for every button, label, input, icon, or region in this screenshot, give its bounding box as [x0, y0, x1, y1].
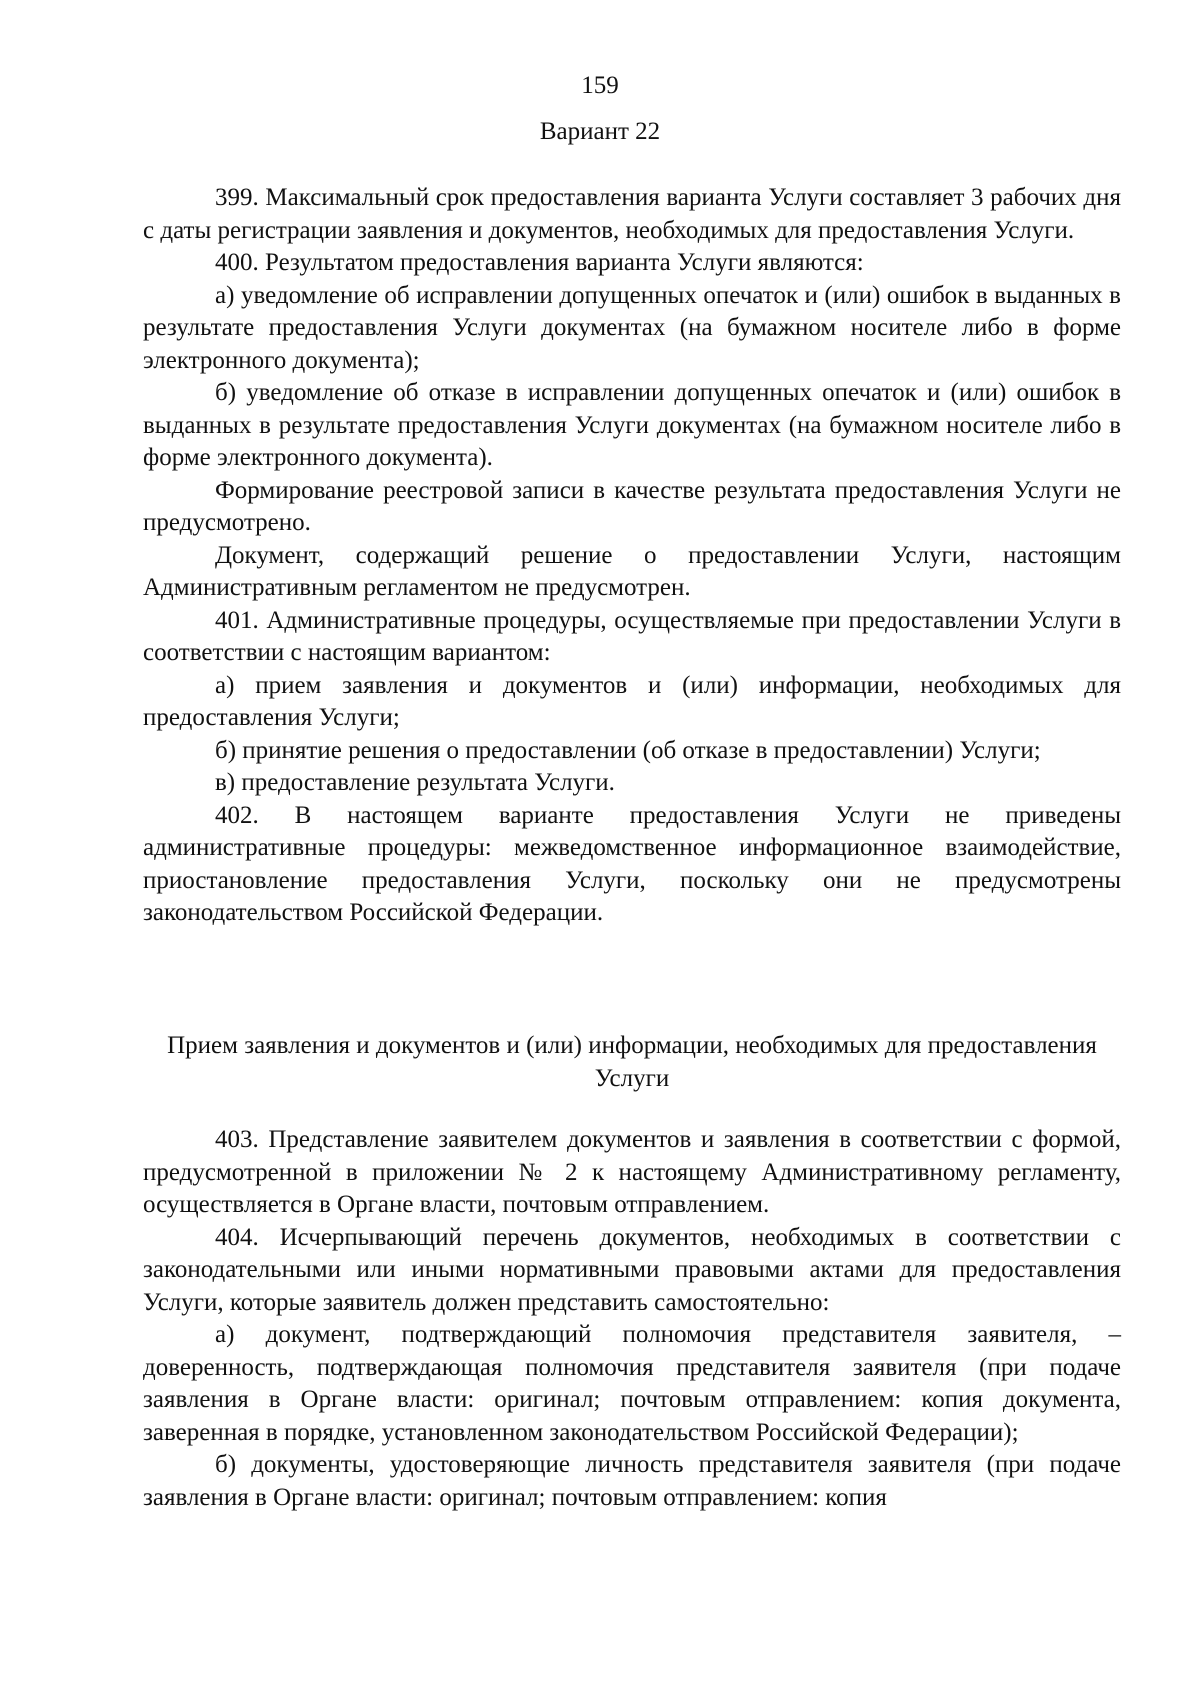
body-text-part-1 [143, 182, 1121, 930]
paragraph: а) документ, подтверждающий полномочия представителя заявителя, – доверенность, подтверждающая полномочия представителя заявителя (при подаче заявления в Органе власти: оригинал; почтовым отправлением: копия документа, заверенная в порядке, установленном законодательством Российской Федерации); [143, 1321, 1121, 1446]
paragraph: Документ, содержащий решение о предоставлении Услуги, настоящим Административным регламентом не предусмотрен. [143, 541, 1121, 601]
paragraph: 403. Представление заявителем документов и заявления в соответствии с формой, предусмотренной в приложении № 2 к настоящему Административному регламенту, осуществляется в Органе власти, почтовым отправлением. [143, 1126, 1121, 1218]
paragraph: 402. В настоящем варианте предоставления Услуги не приведены административные процедуры: межведомственное информационное взаимодействие, приостановление предоставления Услуги, поскольку они не предусмотрены законодательством Российской Федерации. [143, 801, 1121, 926]
paragraph: б) принятие решения о предоставлении (об отказе в предоставлении) Услуги; [215, 736, 1041, 764]
section-heading: Прием заявления и документов и (или) информации, необходимых для предоставления Услуги [167, 1032, 1097, 1092]
paragraph: 399. Максимальный срок предоставления варианта Услуги составляет 3 рабочих дня с даты регистрации заявления и документов, необходимых для предоставления Услуги. [143, 184, 1121, 244]
paragraph: 404. Исчерпывающий перечень документов, необходимых в соответствии с законодательными или иными нормативными правовыми актами для предоставления Услуги, которые заявитель должен представить самостоятельно: [143, 1223, 1121, 1316]
variant-title: Вариант 22 [539, 118, 661, 145]
page-number: 159 [581, 72, 619, 99]
paragraph: а) уведомление об исправлении допущенных опечаток и (или) ошибок в выданных в результате предоставления Услуги документах (на бумажном носителе либо в форме электронного документа); [143, 281, 1121, 374]
paragraph: в) предоставление результата Услуги. [215, 769, 615, 796]
paragraph: Формирование реестровой записи в качестве результата предоставления Услуги не предусмотрено. [143, 476, 1121, 536]
paragraph: 400. Результатом предоставления варианта Услуги являются: [215, 249, 864, 276]
paragraph: б) уведомление об отказе в исправлении допущенных опечаток и (или) ошибок в выданных в результате предоставления Услуги документах (на бумажном носителе либо в форме электронного документа). [143, 379, 1121, 471]
body-text-part-2 [143, 1124, 1121, 1514]
paragraph: а) прием заявления и документов и (или) информации, необходимых для предоставления Услуги; [143, 671, 1121, 731]
paragraph: б) документы, удостоверяющие личность представителя заявителя (при подаче заявления в Органе власти: оригинал; почтовым отправлением: копия [143, 1451, 1121, 1511]
paragraph: 401. Административные процедуры, осуществляемые при предоставлении Услуги в соответствии с настоящим вариантом: [143, 606, 1121, 666]
